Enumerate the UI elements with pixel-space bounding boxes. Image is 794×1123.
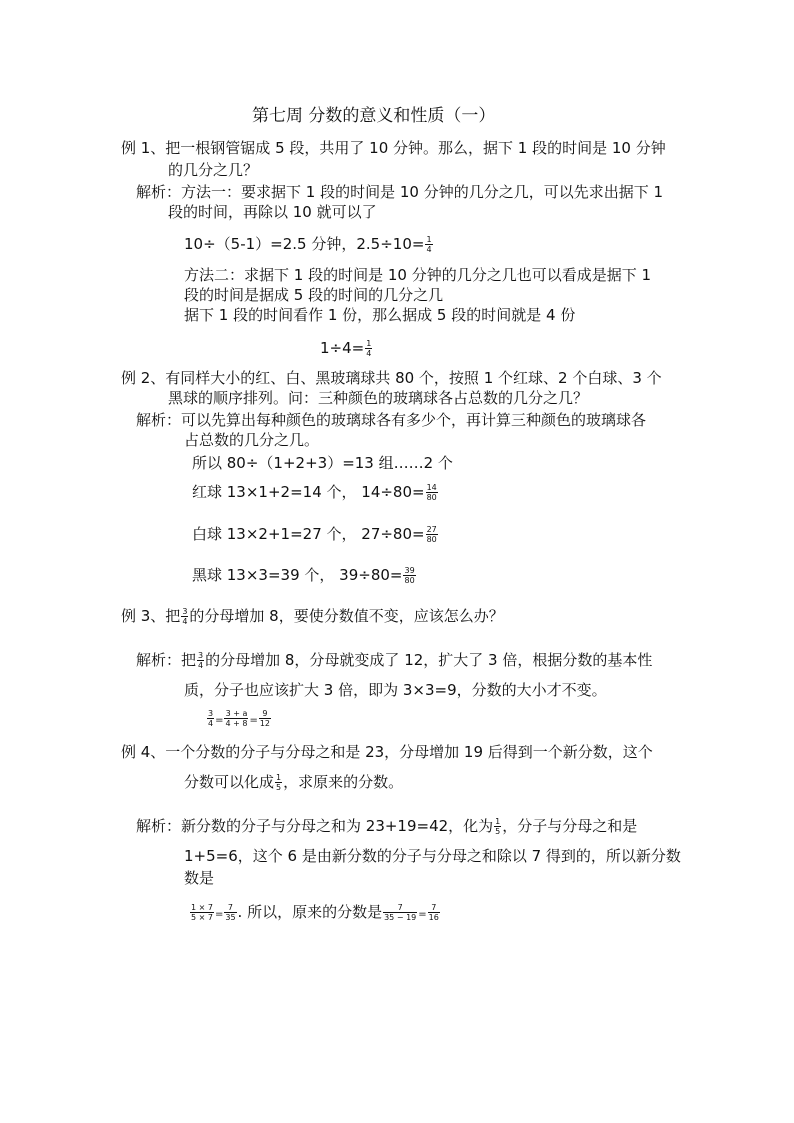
example-1-question-line-1: 例 1、把一根钢管锯成 5 段，共用了 10 分钟。那么，据下 1 段的时间是 10 分钟 — [121, 139, 666, 157]
fraction: $\frac{3}{4}$ — [182, 607, 188, 626]
example-1-analysis-line-4: 段的时间是据成 5 段的时间的几分之几 — [184, 286, 444, 304]
fraction: $\frac{1}{4}$ — [366, 339, 372, 358]
example-1-method-2-equation: 1÷4= $\frac{1}{4}$ — [320, 339, 372, 358]
example-2-analysis-line-1: 解析：可以先算出每种颜色的玻璃球各有多少个，再计算三种颜色的玻璃球各 — [136, 411, 647, 429]
fraction: $\frac{9}{12}$ — [259, 709, 271, 728]
example-3-analysis-line-2: 质，分子也应该扩大 3 倍，即为 3×3=9，分数的大小才不变。 — [184, 681, 607, 699]
example-1-analysis-line-1: 解析：方法一：要求据下 1 段的时间是 10 分钟的几分之几，可以先求出据下 1 — [136, 183, 664, 201]
example-1-question-line-2: 的几分之几？ — [168, 161, 259, 179]
fraction: $\frac{1 \times 7}{5 \times 7}$ — [191, 903, 213, 922]
fraction: $\frac{1}{4}$ — [426, 235, 432, 254]
example-4-analysis-line-3: 数是 — [184, 869, 215, 887]
example-2-question-line-2: 黑球的顺序排列。问：三种颜色的玻璃球各占总数的几分之几？ — [168, 389, 589, 407]
example-4-analysis-line-2: 1+5=6，这个 6 是由新分数的分子与分母之和除以 7 得到的，所以新分数 — [184, 847, 681, 865]
example-4-analysis-line-1: 解析：新分数的分子与分母之和为 23+19=42，化为 $\frac{1}{5}$ ，分子与分母之和是 — [136, 817, 638, 836]
fraction: $\frac{39}{80}$ — [404, 566, 415, 585]
fraction: $\frac{3}{4}$ — [198, 651, 204, 670]
example-2-question-line-1: 例 2、有同样大小的红、白、黑玻璃球共 80 个，按照 1 个红球、2 个白球、3 个 — [121, 369, 662, 387]
fraction: $\frac{1}{5}$ — [495, 817, 501, 836]
fraction: $\frac{14}{80}$ — [426, 483, 437, 502]
example-1-analysis-line-3: 方法二：求据下 1 段的时间是 10 分钟的几分之几也可以看成是据下 1 — [184, 266, 652, 284]
example-3-analysis-line-1: 解析：把 $\frac{3}{4}$ 的分母增加 8，分母就变成了 12，扩大了 3 倍，根据分数的基本性 — [136, 651, 653, 670]
example-1-method-1-equation: 10÷（5-1）=2.5 分钟，2.5÷10= $\frac{1}{4}$ — [184, 235, 432, 254]
example-2-black-line: 黑球 13×3=39 个， 39÷80= $\frac{39}{80}$ — [192, 566, 415, 585]
fraction: $\frac{7}{16}$ — [428, 903, 439, 922]
fraction: $\frac{1}{5}$ — [276, 773, 282, 792]
example-2-red-line: 红球 13×1+2=14 个， 14÷80= $\frac{14}{80}$ — [192, 483, 437, 502]
example-4-question-line-1: 例 4、一个分数的分子与分母之和是 23，分母增加 19 后得到一个新分数，这个 — [121, 743, 653, 761]
example-1-analysis-line-5: 据下 1 段的时间看作 1 份，那么据成 5 段的时间就是 4 份 — [184, 306, 576, 324]
example-4-equation: $\frac{1 \times 7}{5 \times 7}$ = $\frac{7}{35}$ . 所以，原来的分数是 $\frac{7}{35 - 19}$ = $\frac{7}{16}$ — [191, 903, 439, 922]
fraction: $\frac{3 + a}{4 + 8}$ — [225, 709, 248, 728]
example-4-question-line-2: 分数可以化成 $\frac{1}{5}$ ，求原来的分数。 — [184, 773, 404, 792]
example-1-analysis-line-2: 段的时间，再除以 10 就可以了 — [168, 203, 377, 221]
example-2-analysis-line-2: 占总数的几分之几。 — [184, 431, 320, 449]
example-3-question: 例 3、把 $\frac{3}{4}$ 的分母增加 8，要使分数值不变，应该怎么办？ — [121, 607, 504, 626]
fraction: $\frac{7}{35}$ — [225, 903, 236, 922]
fraction: $\frac{3}{4}$ — [208, 709, 214, 728]
example-3-equation: $\frac{3}{4}$ = $\frac{3 + a}{4 + 8}$ = $\frac{9}{12}$ — [208, 709, 271, 728]
fraction: $\frac{7}{35 - 19}$ — [384, 903, 417, 922]
page-title: 第七周 分数的意义和性质（一） — [252, 106, 496, 126]
example-2-white-line: 白球 13×2+1=27 个， 27÷80= $\frac{27}{80}$ — [192, 525, 437, 544]
example-2-groups-line: 所以 80÷（1+2+3）=13 组……2 个 — [192, 454, 453, 472]
fraction: $\frac{27}{80}$ — [426, 525, 437, 544]
